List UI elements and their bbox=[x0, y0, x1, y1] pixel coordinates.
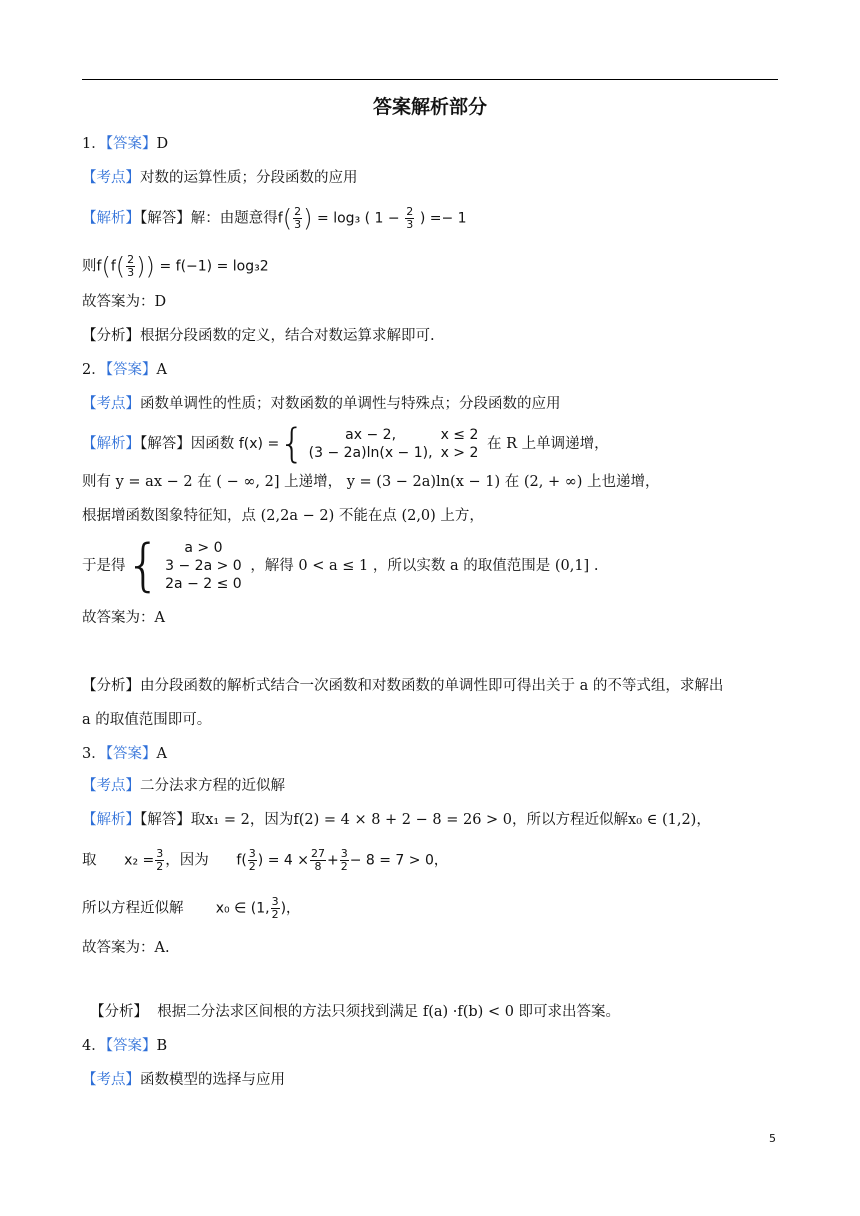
q3-solution-line3 bbox=[82, 896, 300, 921]
q1-answer: D bbox=[156, 136, 169, 152]
fraction: $\frac{3}{2}$ bbox=[156, 847, 164, 873]
piecewise-cases bbox=[305, 426, 483, 462]
answer-tag: 【答案】 bbox=[105, 362, 157, 378]
q1-number: 1． bbox=[82, 136, 106, 152]
kaodian-tag: 【考点】 bbox=[82, 170, 140, 186]
q1-line1-math: = log₃ ( 1 − bbox=[317, 210, 400, 227]
q3-kaodian-line bbox=[82, 776, 285, 796]
left-brace: { bbox=[279, 421, 305, 467]
q2-answer: A bbox=[156, 362, 167, 378]
q4-answer-line bbox=[82, 1036, 167, 1056]
fraction: $\frac{3}{2}$ bbox=[271, 895, 279, 921]
q3-line2-x: x₂ = bbox=[124, 852, 155, 869]
q2-answer-line bbox=[82, 360, 167, 380]
q3-answer-line bbox=[82, 744, 167, 764]
q1-line2-math: = f(−1) = log₃2 bbox=[159, 258, 269, 275]
q1-solution-line1: 【解析】【解答】解：由题意得f( $\frac{2}{3}$ ) = log₃ ( 1 − $\frac{2}{3}$ ) =− 1 bbox=[82, 204, 467, 233]
q1-answer-line bbox=[82, 134, 168, 154]
answer-tag: 【答案】 bbox=[105, 746, 157, 762]
q4-kaodian-line bbox=[82, 1070, 285, 1090]
q4-number: 4． bbox=[82, 1038, 106, 1054]
q3-line3-math: x₀ ∈ (1, bbox=[215, 900, 270, 917]
q4-answer: B bbox=[156, 1038, 168, 1054]
jiexi-tag: 【解析】 bbox=[82, 210, 140, 227]
q2-fx: f(x) = bbox=[238, 436, 280, 452]
header-rule bbox=[82, 79, 778, 80]
kaodian-tag: 【考点】 bbox=[82, 778, 140, 794]
q2-conclusion: 故答案为：A bbox=[82, 610, 165, 626]
q3-line2-pre: 取 bbox=[82, 852, 97, 869]
kaodian-tag: 【考点】 bbox=[82, 1072, 140, 1088]
q3-line2-eq: ) = 4 × bbox=[257, 852, 309, 869]
fenxi-tag: 【分析】 bbox=[90, 1004, 148, 1020]
q2-solution-line4 bbox=[82, 533, 599, 598]
q3-conclusion: 故答案为：A. bbox=[82, 940, 170, 956]
q3-line1: 取x₁ = 2，因为f(2) = 4 × 8 + 2 − 8 = 26 > 0，所以方程近似解x₀ ∈ (1,2)， bbox=[190, 812, 711, 828]
q2-solution-line2: 则有 y = ax − 2 在 ( − ∞, 2] 上递增， y = (3 − 2a)ln(x − 1) 在 (2, + ∞) 上也递增， bbox=[82, 474, 660, 490]
q1-fenxi-line bbox=[82, 326, 435, 346]
fenxi-tag: 【分析】 bbox=[82, 678, 140, 694]
fraction: $\frac{3}{2}$ bbox=[340, 847, 348, 873]
q1-kaodian: 对数的运算性质；分段函数的应用 bbox=[140, 170, 358, 186]
q1-fenxi: 根据分段函数的定义，结合对数运算求解即可. bbox=[140, 328, 435, 344]
q2-line1-pre: 因函数 bbox=[190, 436, 235, 452]
fraction: $\frac{3}{2}$ bbox=[248, 847, 256, 873]
inequality-system bbox=[161, 539, 246, 593]
sys3: 2a − 2 ≤ 0 bbox=[165, 576, 242, 592]
answer-tag: 【答案】 bbox=[105, 136, 157, 152]
q3-fenxi-line bbox=[90, 1002, 620, 1022]
q3-solution-line2 bbox=[82, 848, 448, 873]
kaodian-tag: 【考点】 bbox=[82, 396, 140, 412]
case1-expr: ax − 2, bbox=[345, 427, 397, 443]
page-title: 答案解析部分 bbox=[372, 96, 487, 118]
answer-tag: 【答案】 bbox=[105, 1038, 157, 1054]
q1-kaodian-line bbox=[82, 168, 358, 188]
q2-fenxi-line2: a 的取值范围即可。 bbox=[82, 712, 212, 728]
q2-number: 2． bbox=[82, 362, 106, 378]
q2-fenxi-line1 bbox=[82, 676, 723, 696]
case2-expr: (3 − 2a)ln(x − 1), bbox=[308, 445, 433, 461]
q2-line4-pre: 于是得 bbox=[82, 558, 126, 574]
q2-line1-post: 在 R 上单调递增， bbox=[487, 436, 609, 452]
q1-conclusion: 故答案为：D bbox=[82, 294, 167, 310]
fraction: $\frac{2}{3}$ bbox=[294, 205, 302, 231]
q1-line1-end: ) =− 1 bbox=[419, 210, 467, 227]
page-number: 5 bbox=[769, 1132, 776, 1145]
q3-line2-mid: ，因为 bbox=[165, 852, 209, 869]
q3-line3-pre: 所以方程近似解 bbox=[82, 900, 184, 917]
q1-solution-line2: 则f(f( $\frac{2}{3}$ )) = f(−1) = log₃2 bbox=[82, 252, 269, 281]
jieda-tag: 【解答】 bbox=[140, 210, 191, 227]
left-brace: { bbox=[125, 533, 162, 598]
q2-solution-line1 bbox=[82, 421, 609, 467]
case1-cond: x ≤ 2 bbox=[440, 427, 479, 443]
q3-line3-end: )， bbox=[280, 900, 301, 917]
jieda-tag: 【解答】 bbox=[140, 812, 191, 828]
q2-fenxi-1: 由分段函数的解析式结合一次函数和对数函数的单调性即可得出关于 a 的不等式组，求解出 bbox=[140, 678, 724, 694]
q1-line2-pre: 则 bbox=[82, 258, 97, 275]
q3-answer: A bbox=[156, 746, 167, 762]
jieda-tag: 【解答】 bbox=[140, 436, 191, 452]
q2-kaodian: 函数单调性的性质；对数函数的单调性与特殊点；分段函数的应用 bbox=[140, 396, 561, 412]
q3-fenxi: 根据二分法求区间根的方法只须找到满足 f(a) ·f(b) < 0 即可求出答案。 bbox=[157, 1004, 621, 1020]
sys1: a > 0 bbox=[184, 540, 223, 556]
jiexi-tag: 【解析】 bbox=[82, 812, 140, 828]
fraction: $\frac{2}{3}$ bbox=[127, 253, 135, 279]
fraction: $\frac{2}{3}$ bbox=[406, 205, 414, 231]
q4-kaodian: 函数模型的选择与应用 bbox=[140, 1072, 285, 1088]
q3-number: 3． bbox=[82, 746, 106, 762]
q3-kaodian: 二分法求方程的近似解 bbox=[140, 778, 285, 794]
sys2: 3 − 2a > 0 bbox=[165, 558, 242, 574]
q3-line2-f: f( bbox=[236, 852, 247, 869]
case2-cond: x > 2 bbox=[440, 445, 479, 461]
q3-line2-plus: + bbox=[326, 852, 339, 869]
q3-solution-line1 bbox=[82, 810, 711, 830]
q1-line1-pre: 解：由题意得 bbox=[190, 210, 278, 227]
q2-kaodian-line bbox=[82, 394, 561, 414]
q2-line4-post: ，解得 0 < a ≤ 1 ，所以实数 a 的取值范围是 (0,1] . bbox=[250, 558, 599, 574]
q2-solution-line3: 根据增函数图象特征知，点 (2,2a − 2) 不能在点 (2,0) 上方， bbox=[82, 508, 484, 524]
q3-line2-end: − 8 = 7 > 0， bbox=[349, 852, 448, 869]
fraction: $\frac{27}{8}$ bbox=[310, 847, 325, 873]
fenxi-tag: 【分析】 bbox=[82, 328, 140, 344]
jiexi-tag: 【解析】 bbox=[82, 436, 140, 452]
